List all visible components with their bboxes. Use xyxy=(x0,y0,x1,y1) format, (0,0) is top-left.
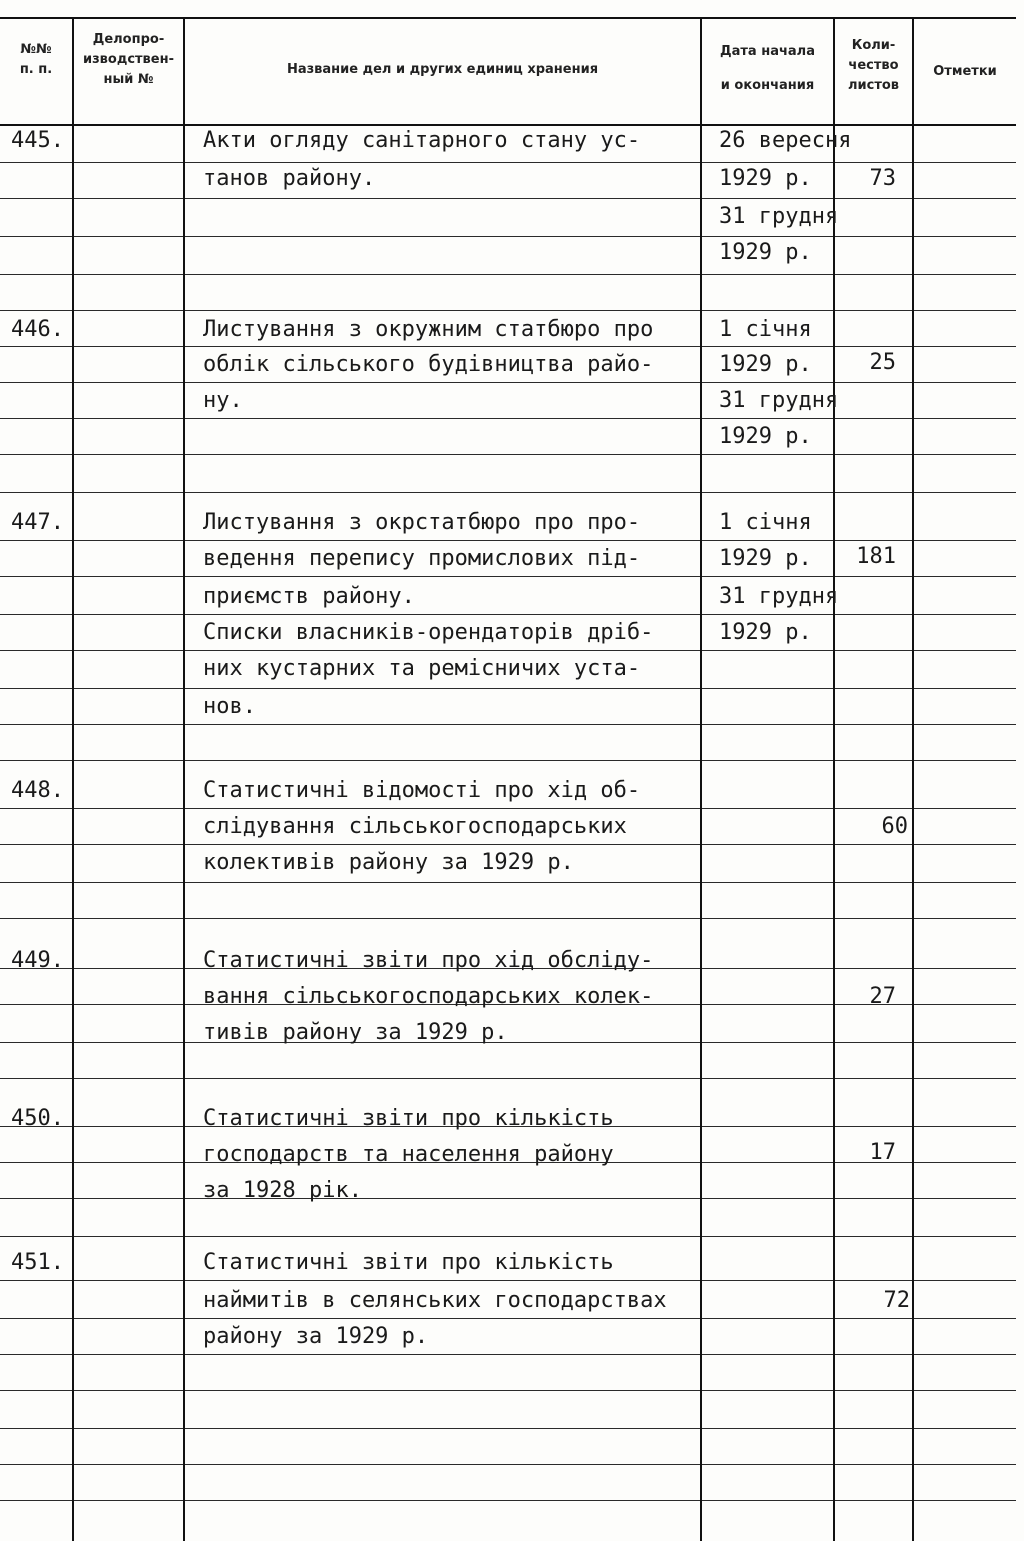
record-date-line: 1 січня xyxy=(719,317,812,342)
record-sheet-count: 72 xyxy=(883,1288,910,1313)
record-title-line: Акти огляду санітарного стану ус- xyxy=(203,128,641,153)
header-dates-line: Дата начала xyxy=(720,44,815,59)
row-rule xyxy=(0,808,1016,809)
header-count-line: листов xyxy=(847,78,900,93)
row-rule xyxy=(0,1042,1016,1043)
record-number: 451. xyxy=(11,1250,64,1275)
header-number xyxy=(0,40,72,80)
column-divider-2 xyxy=(183,17,185,1541)
top-rule xyxy=(0,17,1016,19)
row-rule xyxy=(0,418,1016,419)
record-title-line: за 1928 рік. xyxy=(203,1178,362,1203)
row-rule xyxy=(0,650,1016,651)
record-title-line: слідування сільськогосподарських xyxy=(203,814,627,839)
row-rule xyxy=(0,540,1016,541)
row-rule xyxy=(0,1390,1016,1391)
record-title-line: Статистичні звіти про кількість xyxy=(203,1250,614,1275)
column-divider-3 xyxy=(700,17,702,1541)
header-title xyxy=(185,60,700,80)
column-divider-5 xyxy=(912,17,914,1541)
row-rule xyxy=(0,1318,1016,1319)
record-title-line: Листування з окрстатбюро про про- xyxy=(203,510,641,535)
row-rule xyxy=(0,1500,1016,1501)
record-title-line: господарств та населення району xyxy=(203,1142,614,1167)
row-rule xyxy=(0,1428,1016,1429)
header-dates xyxy=(702,42,833,96)
record-title-line: Статистичні звіти про кількість xyxy=(203,1106,614,1131)
record-title-line: нов. xyxy=(203,694,256,719)
header-sheet-count xyxy=(835,36,912,96)
record-sheet-count: 25 xyxy=(869,350,896,375)
row-rule xyxy=(0,492,1016,493)
row-rule xyxy=(0,844,1016,845)
header-bottom-rule xyxy=(0,124,1016,126)
row-rule xyxy=(0,1354,1016,1355)
header-count-line: чество xyxy=(848,58,899,73)
record-number: 445. xyxy=(11,128,64,153)
record-number: 448. xyxy=(11,778,64,803)
header-number-line: №№ xyxy=(20,42,52,57)
record-date-line: 1929 р. xyxy=(719,546,812,571)
header-office-line: ный № xyxy=(103,72,154,87)
record-title-line: Списки власників-орендаторів дріб- xyxy=(203,620,654,645)
record-title-line: ну. xyxy=(203,388,243,413)
record-title-line: Статистичні відомості про хід об- xyxy=(203,778,641,803)
row-rule xyxy=(0,724,1016,725)
record-title-line: вання сільськогосподарських колек- xyxy=(203,984,654,1009)
header-office-line: Делопро- xyxy=(92,32,165,47)
record-date-line: 1929 р. xyxy=(719,240,812,265)
record-date-line: 1929 р. xyxy=(719,620,812,645)
record-sheet-count: 27 xyxy=(869,984,896,1009)
header-number-line: п. п. xyxy=(19,62,53,77)
record-date-line: 1929 р. xyxy=(719,166,812,191)
header-count-line: Коли- xyxy=(851,38,896,53)
record-date-line: 1929 р. xyxy=(719,352,812,377)
record-number: 449. xyxy=(11,948,64,973)
row-rule xyxy=(0,614,1016,615)
record-title-line: колективів району за 1929 р. xyxy=(203,850,574,875)
row-rule xyxy=(0,236,1016,237)
row-rule xyxy=(0,760,1016,761)
record-title-line: Листування з окружним статбюро про xyxy=(203,317,654,342)
row-rule xyxy=(0,1280,1016,1281)
row-rule xyxy=(0,1236,1016,1237)
row-rule xyxy=(0,576,1016,577)
record-number: 450. xyxy=(11,1106,64,1131)
record-title-line: них кустарних та ремісничих уста- xyxy=(203,656,641,681)
row-rule xyxy=(0,1078,1016,1079)
header-notes-line: Отметки xyxy=(933,64,997,79)
record-sheet-count: 181 xyxy=(856,544,896,569)
record-title-line: приємств району. xyxy=(203,584,415,609)
row-rule xyxy=(0,198,1016,199)
header-dates-line: и окончания xyxy=(720,78,815,93)
record-title-line: облік сільського будівництва райо- xyxy=(203,352,654,377)
record-date-line: 1 січня xyxy=(719,510,812,535)
record-sheet-count: 17 xyxy=(869,1140,896,1165)
row-rule xyxy=(0,688,1016,689)
record-sheet-count: 60 xyxy=(881,814,908,839)
record-date-line: 26 вересня xyxy=(719,128,852,153)
row-rule xyxy=(0,918,1016,919)
header-notes xyxy=(914,62,1016,82)
row-rule xyxy=(0,346,1016,347)
row-rule xyxy=(0,1198,1016,1199)
header-office-number xyxy=(74,30,183,90)
record-title-line: ведення перепису промислових під- xyxy=(203,546,641,571)
row-rule xyxy=(0,454,1016,455)
record-title-line: тивів району за 1929 р. xyxy=(203,1020,508,1045)
record-date-line: 31 грудня xyxy=(719,204,839,229)
record-title-line: танов району. xyxy=(203,166,376,191)
record-date-line: 31 грудня xyxy=(719,388,839,413)
row-rule xyxy=(0,274,1016,275)
record-date-line: 1929 р. xyxy=(719,424,812,449)
record-date-line: 31 грудня xyxy=(719,584,839,609)
record-title-line: наймитів в селянських господарствах xyxy=(203,1288,667,1313)
row-rule xyxy=(0,310,1016,311)
column-divider-1 xyxy=(72,17,74,1541)
record-number: 447. xyxy=(11,510,64,535)
row-rule xyxy=(0,882,1016,883)
record-title-line: Статистичні звіти про хід обсліду- xyxy=(203,948,654,973)
record-number: 446. xyxy=(11,317,64,342)
record-title-line: району за 1929 р. xyxy=(203,1324,429,1349)
record-sheet-count: 73 xyxy=(869,166,896,191)
row-rule xyxy=(0,1464,1016,1465)
header-title-line: Название дел и других единиц хранения xyxy=(286,62,599,77)
row-rule xyxy=(0,162,1016,163)
row-rule xyxy=(0,382,1016,383)
header-office-line: изводствен- xyxy=(83,52,174,67)
